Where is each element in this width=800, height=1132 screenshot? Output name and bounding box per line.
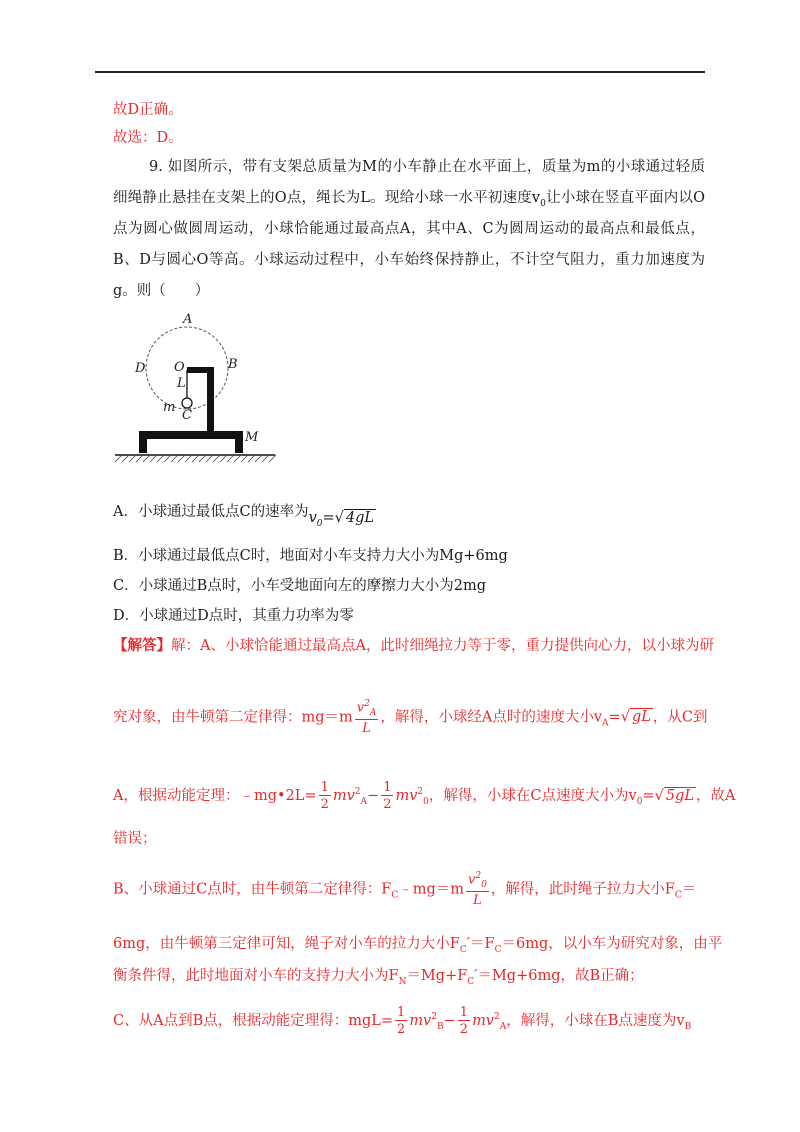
v: v [356,700,365,716]
fraction-vA2-L [355,700,379,735]
num: 1 [320,780,329,795]
answer-line-2 [113,700,707,735]
m: mv [409,1013,432,1029]
prev-conclusion: 故D正确。 [113,102,183,118]
t: 6mg，由牛顿第三定律可知，绳子对小车的拉力大小F [113,936,460,952]
answer-line-5 [113,872,696,907]
den: L [473,892,482,908]
minus: − [443,1013,456,1029]
answer-line-4: 错误； [113,831,157,847]
t: ，解得，小球在C点速度大小为v [428,788,637,804]
sub: A [360,796,368,807]
v: v [467,872,476,888]
option-a-formula [308,510,376,529]
sup: 2 [364,699,370,709]
den: 2 [320,797,329,812]
eq: = [608,709,621,726]
sub: C [459,944,467,955]
t: ，故A [695,788,736,804]
question-number: 9. [149,159,163,175]
den: 2 [397,1022,406,1037]
sub: A [499,1021,507,1032]
question-line-1 [113,157,705,177]
header-rule [95,71,705,73]
sub: C [494,944,502,955]
question-line-5: g。则（ ） [113,283,210,299]
sub: 0 [636,796,643,807]
den: 2 [383,797,392,812]
den: L [362,720,371,736]
ground-hatch [115,455,276,462]
cart-pendulum-figure [110,300,285,470]
answer-line-8 [113,1006,691,1037]
label-M: M [245,430,259,445]
t: ﹣mg＝m [398,881,464,898]
label-m: m [163,400,176,415]
t: ′＝F [466,936,495,952]
num: 1 [459,1005,469,1020]
den: 2 [459,1022,469,1037]
cart-base [139,431,243,439]
t: ，解得，此时绳子拉力大小F [490,881,675,898]
t: ，解得，小球在B点速度为v [506,1013,685,1029]
t: ＝6mg，以小车为研究对象，由平 [501,936,723,952]
t: ＝ [681,881,697,898]
option-a [113,502,376,528]
question-line-2 [113,188,705,214]
eq: = [322,510,335,526]
sub: B [684,1021,692,1032]
answer-text-1: 解：A、小球恰能通过最高点A，此时细绳拉力等于零，重力提供向心力，以小球为研 [171,638,714,654]
m: mv [395,788,418,804]
sup: 2 [417,787,424,798]
v0-sub: 0 [540,198,546,209]
sub: 0 [423,796,429,807]
sub: B [437,1021,444,1032]
label-C: C [182,408,192,423]
answer-line-6 [113,934,722,960]
label-B: B [228,357,238,372]
t: ＝Mg+F [406,968,468,984]
option-c: C．小球通过B点时，小车受地面向左的摩擦力大小为2mg [113,578,487,594]
answer-line-1 [113,636,714,656]
radicand: 4gL [345,510,375,526]
radicand: gL [631,709,651,726]
option-b: B．小球通过最低点C时，地面对小车支持力大小为Mg+6mg [113,548,508,564]
t: 衡条件得，此时地面对小车的支持力大小为F [113,968,399,984]
ball [182,398,192,408]
cart-wheel-left [139,431,147,453]
t: C、从A点到B点，根据动能定理得：mgL= [113,1013,394,1029]
question-line-4: B、D与圆心O等高。小球运动过程中，小车始终保持静止，不计空气阻力，重力加速度为 [113,252,705,268]
t: ，解得，小球经A点时的速度大小v [380,709,603,726]
question-text-2b: 让小球在竖直平面内以O [545,190,705,206]
eq: = [642,788,655,804]
answer-line-3 [113,781,735,812]
sup: 2 [431,1012,437,1023]
radicand: 5gL [665,788,694,804]
support-arm [187,367,214,373]
v: v [308,510,317,526]
label-O: O [174,360,185,375]
t: ，从C到 [652,709,708,726]
t: ′＝Mg+6mg，故B正确； [474,968,644,984]
half [458,1006,470,1036]
sub: A [602,718,609,729]
t: 究对象，由牛顿第二定律得：mg＝m [113,709,353,726]
question-text-2a: 细绳静止悬挂在支架上的O点，绳长为L。现给小球一水平初速度v [113,190,541,206]
sub: 0 [481,879,487,890]
cart-wheel-right [235,431,243,453]
sup: 2 [354,787,361,798]
answer-line-7 [113,966,644,992]
sub: A [369,707,377,718]
half [395,1006,407,1036]
question-text-1: 如图所示，带有支架总质量为M的小车静止在水平面上，质量为m的小球通过轻质 [167,159,706,175]
answer-tag: 【解答】 [113,637,171,654]
question-line-3: 点为圆心做圆周运动，小球恰能通过最高点A，其中A、C为圆周运动的最高点和最低点， [113,221,705,237]
prev-choice: 故选：D。 [113,130,183,146]
sqrt: √ 4gL [334,510,375,526]
label-D: D [135,361,146,376]
sup: 2 [494,1012,500,1023]
t: A，根据动能定理：﹣mg•2L= [113,788,317,804]
sub: C [467,976,475,987]
m: mv [472,1013,495,1029]
half [381,781,393,811]
num: 1 [397,1005,406,1020]
sub: N [398,976,407,987]
half [319,781,331,811]
sub: C [391,890,399,901]
sqrt-5gL: √ 5gL [654,788,694,804]
fraction-v02-L [466,872,489,907]
label-A: A [183,312,193,327]
label-L: L [177,376,186,391]
m: mv [332,788,355,804]
sqrt-gL: √ gL [620,709,651,726]
option-d: D．小球通过D点时，其重力功率为零 [113,608,354,624]
sub-0: 0 [316,518,323,529]
sub: C [674,890,682,901]
option-a-text: A．小球通过最低点C的速率为 [113,504,309,520]
minus: − [367,788,380,804]
support-post [207,368,214,434]
t: B、小球通过C点时，由牛顿第二定律得：F [113,881,392,898]
sup: 2 [475,871,482,881]
num: 1 [383,780,392,795]
